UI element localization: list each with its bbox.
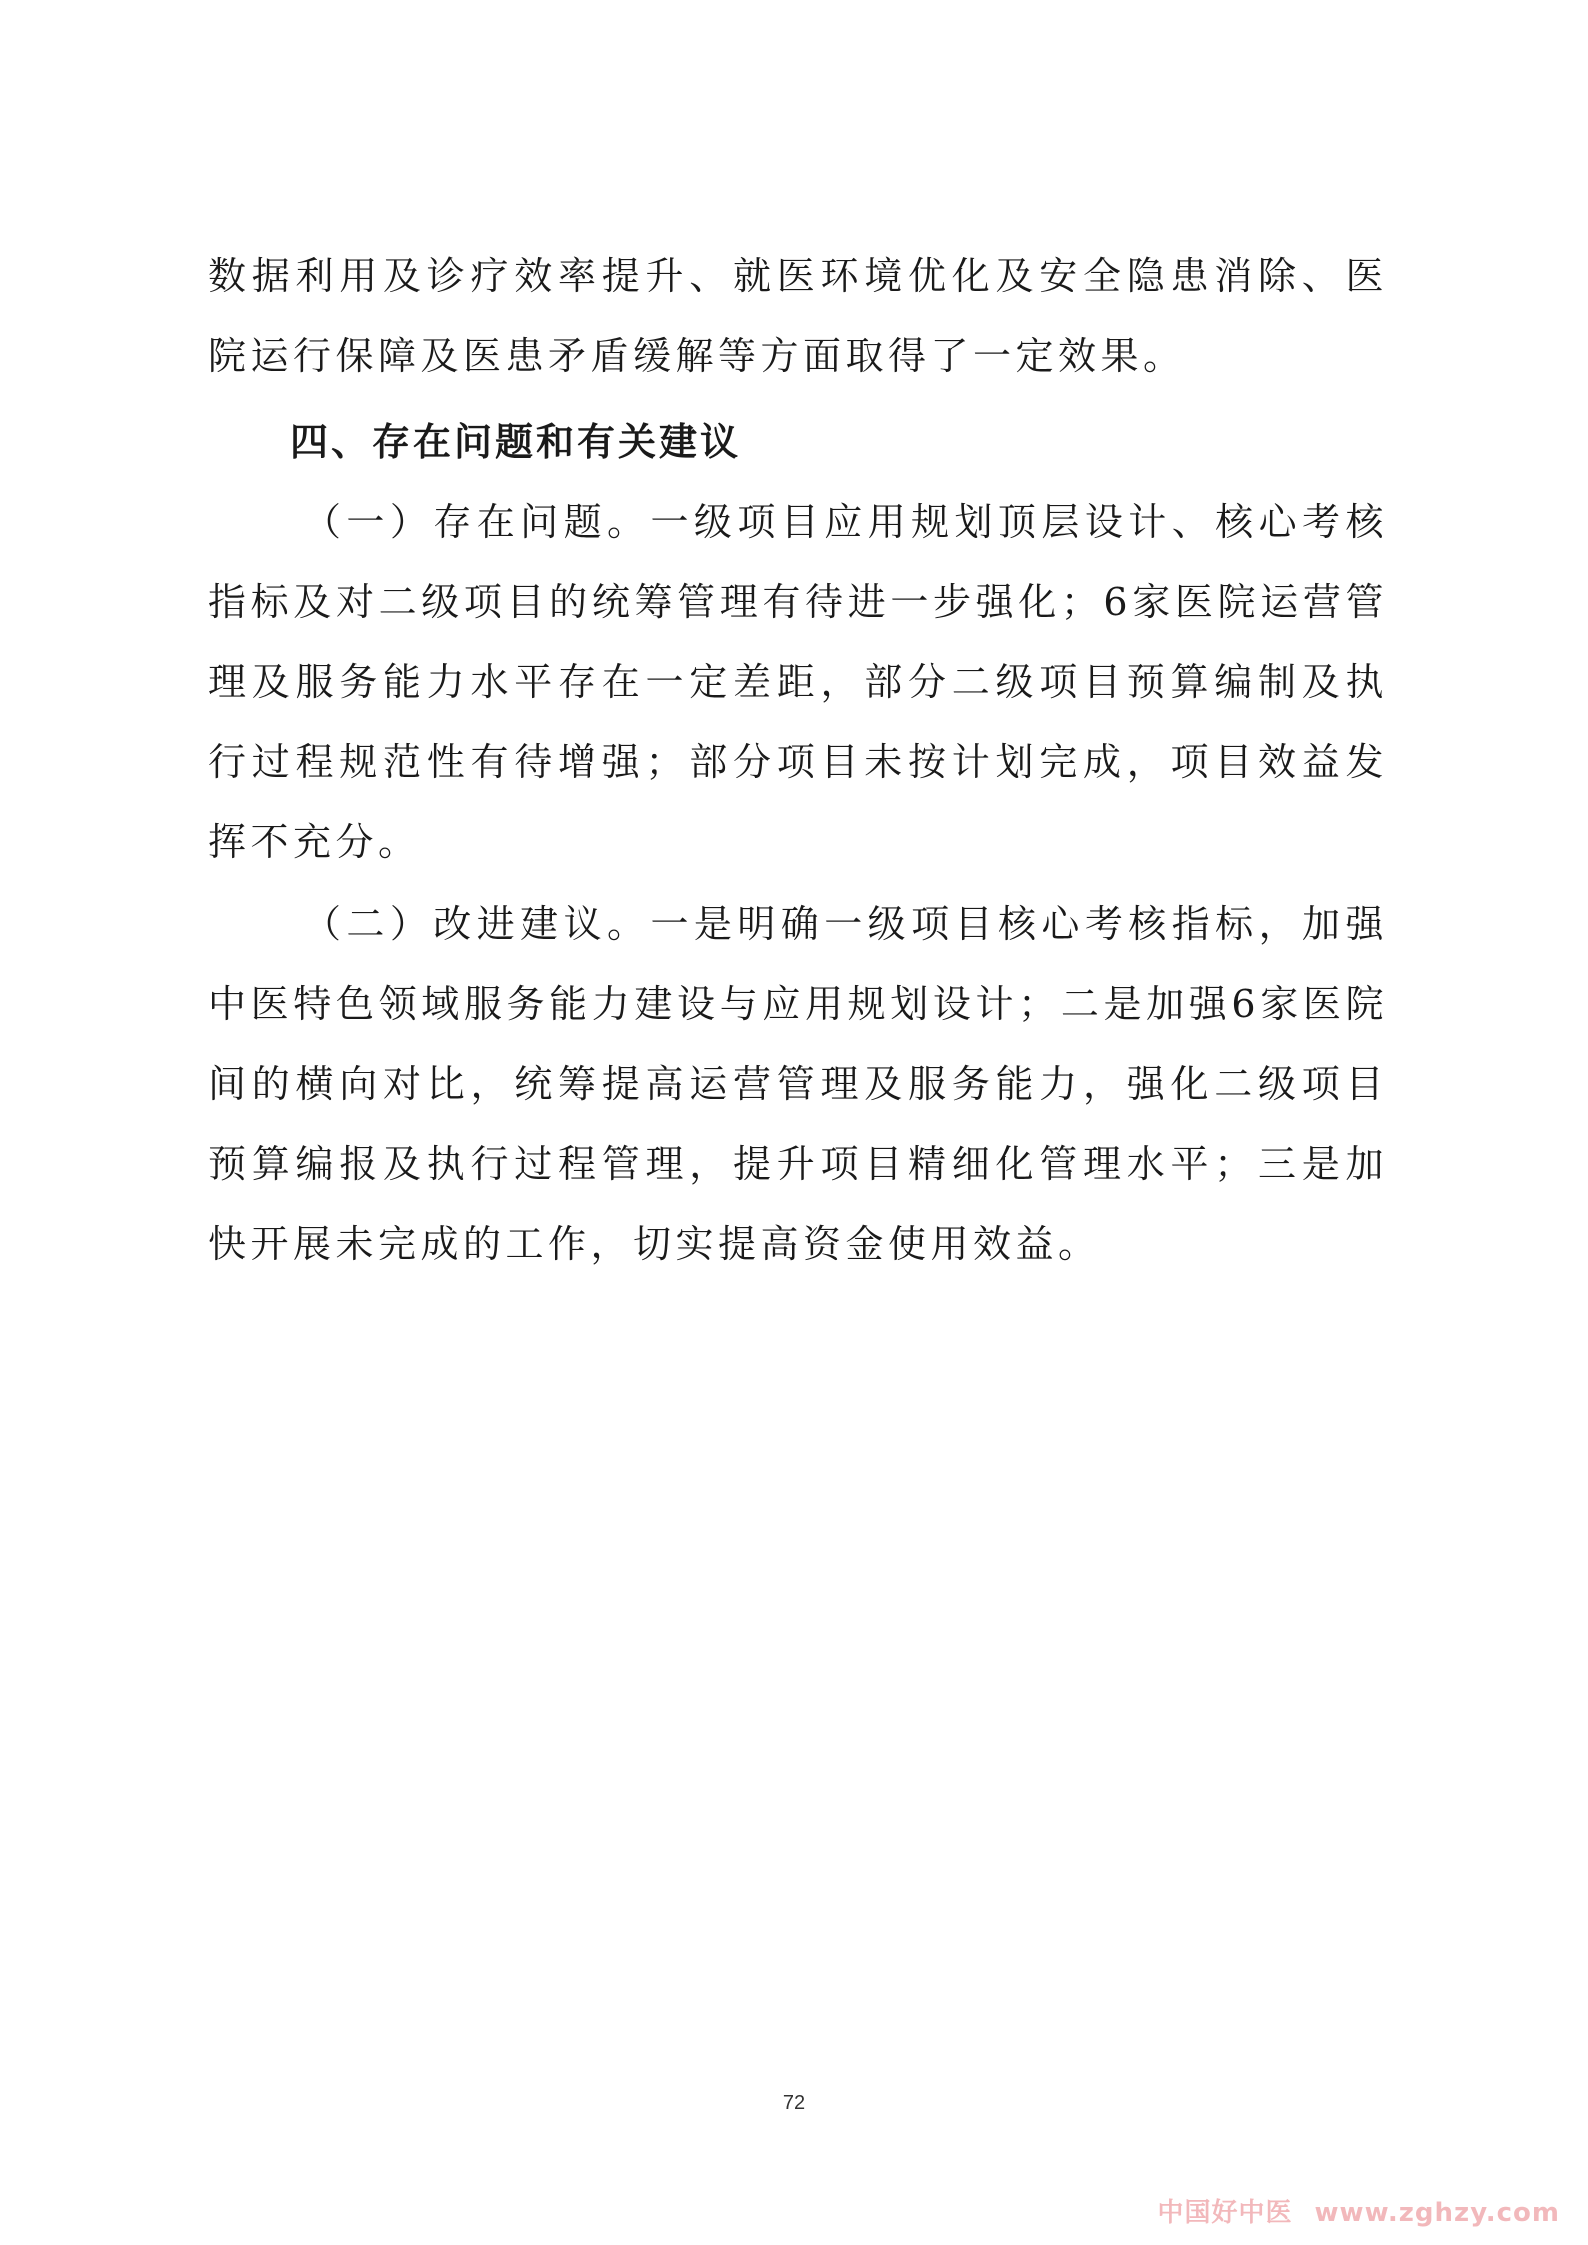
paragraph-existing-problems: （一）存在问题。一级项目应用规划顶层设计、核心考核指标及对二级项目的统筹管理有待进一步强化；6家医院运营管理及服务能力水平存在一定差距，部分二级项目预算编制及执行过程规范性有待增强；部分项目未按计划完成，项目效益发挥不充分。 <box>208 500 1388 864</box>
watermark-brand: 中国好中医 <box>1157 2198 1293 2228</box>
watermark <box>1158 2192 1560 2229</box>
page-number: 72 <box>782 2092 806 2114</box>
watermark-url: www.zghzy.com <box>1314 2198 1560 2228</box>
paragraph-continuation: 数据利用及诊疗效率提升、就医环境优化及安全隐患消除、医院运行保障及医患矛盾缓解等方面取得了一定效果。 <box>208 254 1388 378</box>
paragraph-improvement-suggestions: （二）改进建议。一是明确一级项目核心考核指标，加强中医特色领域服务能力建设与应用规划设计；二是加强6家医院间的横向对比，统筹提高运营管理及服务能力，强化二级项目预算编报及执行过程管理，提升项目精细化管理水平；三是加快开展未完成的工作，切实提高资金使用效益。 <box>208 902 1388 1266</box>
section-heading: 四、存在问题和有关建议 <box>290 420 742 464</box>
